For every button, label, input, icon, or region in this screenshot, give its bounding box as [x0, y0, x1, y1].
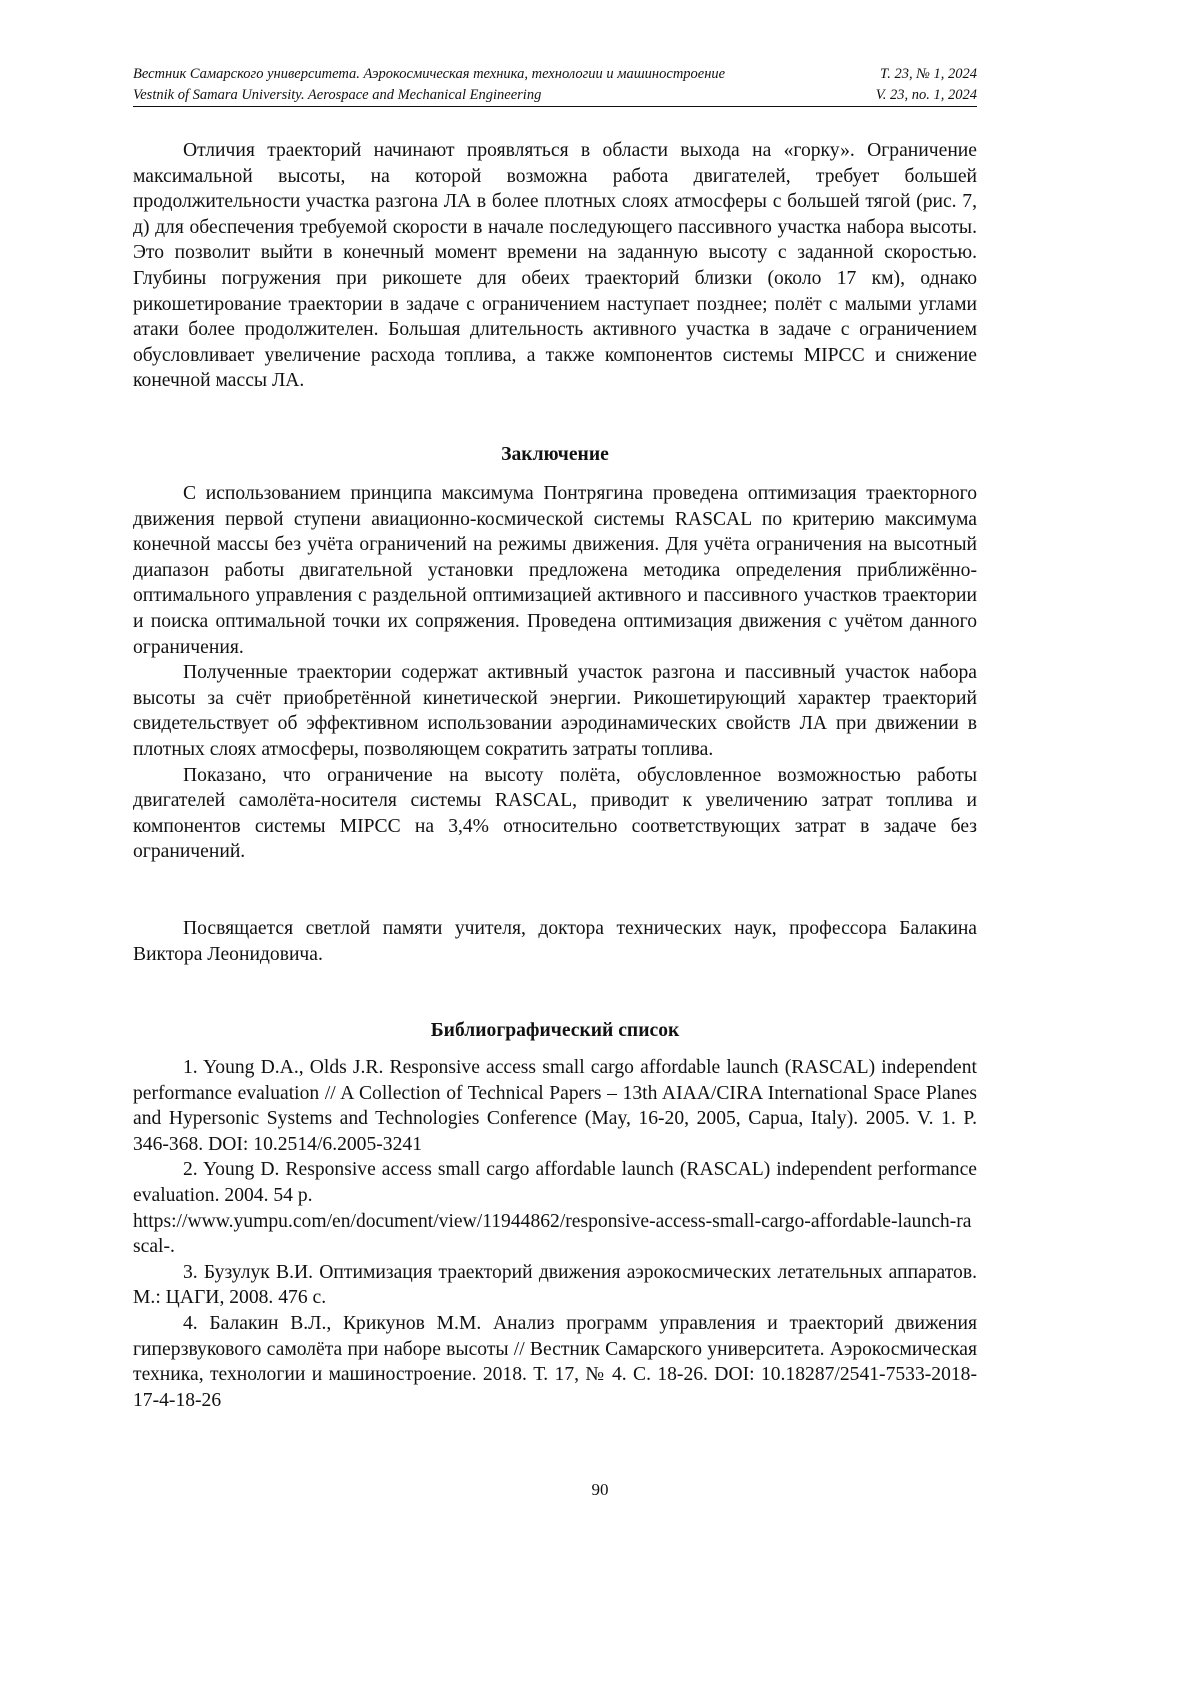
paragraph: Показано, что ограничение на высоту полёта, обусловленное возможностью работы двигателей самолёта-носителя системы RASCAL, приводит к увеличению затрат топлива и компонентов системы MIPCC на 3,4% относительно соответствующих затрат в задаче без ограничений.: [133, 763, 977, 865]
reference-item: 1. Young D.A., Olds J.R. Responsive access small cargo affordable launch (RASCAL) independent performance evaluation // A Collection of Technical Papers – 13th AIAA/CIRA International Space Planes and Hypersonic Systems and Technologies Conference (May, 16-20, 2005, Capua, Italy). 2005. V. 1. P. 346-368. DOI: 10.2514/6.2005-3241: [133, 1055, 977, 1157]
volume-en: V. 23, no. 1, 2024: [876, 85, 977, 106]
reference-url[interactable]: https://www.yumpu.com/en/document/view/11944862/responsive-access-small-cargo-affordable-launch-rascal-.: [133, 1209, 977, 1260]
journal-title-en: Vestnik of Samara University. Aerospace and Mechanical Engineering: [133, 85, 541, 106]
paragraph: Отличия траекторий начинают проявляться в области выхода на «горку». Ограничение максимальной высоты, на которой возможна работа двигателей, требует большей продолжительности участка разгона ЛА в более плотных слоях атмосферы с большей тягой (рис. 7, д) для обеспечения требуемой скорости в начале последующего пассивного участка набора высоты. Это позволит выйти в конечный момент времени на заданную высоту с заданной скоростью. Глубины погружения при рикошете для обеих траекторий близки (около 17 км), однако рикошетирование траектории в задаче с ограничением наступает позднее; полёт с малыми углами атаки более продолжителен. Большая длительность активного участка в задаче с ограничением обусловливает увеличение расхода топлива, а также компонентов системы MIPCC и снижение конечной массы ЛА.: [133, 138, 977, 394]
volume-ru: Т. 23, № 1, 2024: [880, 64, 977, 85]
conclusion-section: [133, 481, 977, 865]
reference-item: 2. Young D. Responsive access small cargo affordable launch (RASCAL) independent performance evaluation. 2004. 54 p.: [133, 1157, 977, 1208]
references-heading: Библиографический список: [133, 1018, 977, 1043]
dedication: [133, 916, 977, 967]
running-header: [133, 64, 977, 107]
page-number: 90: [0, 1480, 1200, 1500]
body-section: [133, 138, 977, 394]
journal-title-ru: Вестник Самарского университета. Аэрокосмическая техника, технологии и машиностроение: [133, 64, 725, 85]
references-list: [133, 1055, 977, 1413]
reference-item: 3. Бузулук В.И. Оптимизация траекторий движения аэрокосмических летательных аппаратов. М.: ЦАГИ, 2008. 476 с.: [133, 1260, 977, 1311]
paragraph: С использованием принципа максимума Понтрягина проведена оптимизация траекторного движения первой ступени авиационно-космической системы RASCAL по критерию максимума конечной массы без учёта ограничений на режимы движения. Для учёта ограничения на высотный диапазон работы двигательной установки предложена методика определения приближённо-оптимального управления с раздельной оптимизацией активного и пассивного участков траектории и поиска оптимальной точки их сопряжения. Проведена оптимизация движения с учётом данного ограничения.: [133, 481, 977, 660]
reference-item: 4. Балакин В.Л., Крикунов М.М. Анализ программ управления и траекторий движения гиперзвукового самолёта при наборе высоты // Вестник Самарского университета. Аэрокосмическая техника, технологии и машиностроение. 2018. Т. 17, № 4. С. 18-26. DOI: 10.18287/2541-7533-2018-17-4-18-26: [133, 1311, 977, 1413]
dedication-text: Посвящается светлой памяти учителя, доктора технических наук, профессора Балакина Виктора Леонидовича.: [133, 916, 977, 967]
conclusion-heading: Заключение: [133, 442, 977, 467]
paragraph: Полученные траектории содержат активный участок разгона и пассивный участок набора высоты за счёт приобретённой кинетической энергии. Рикошетирующий характер траекторий свидетельствует об эффективном использовании аэродинамических свойств ЛА при движении в плотных слоях атмосферы, позволяющем сократить затраты топлива.: [133, 660, 977, 762]
